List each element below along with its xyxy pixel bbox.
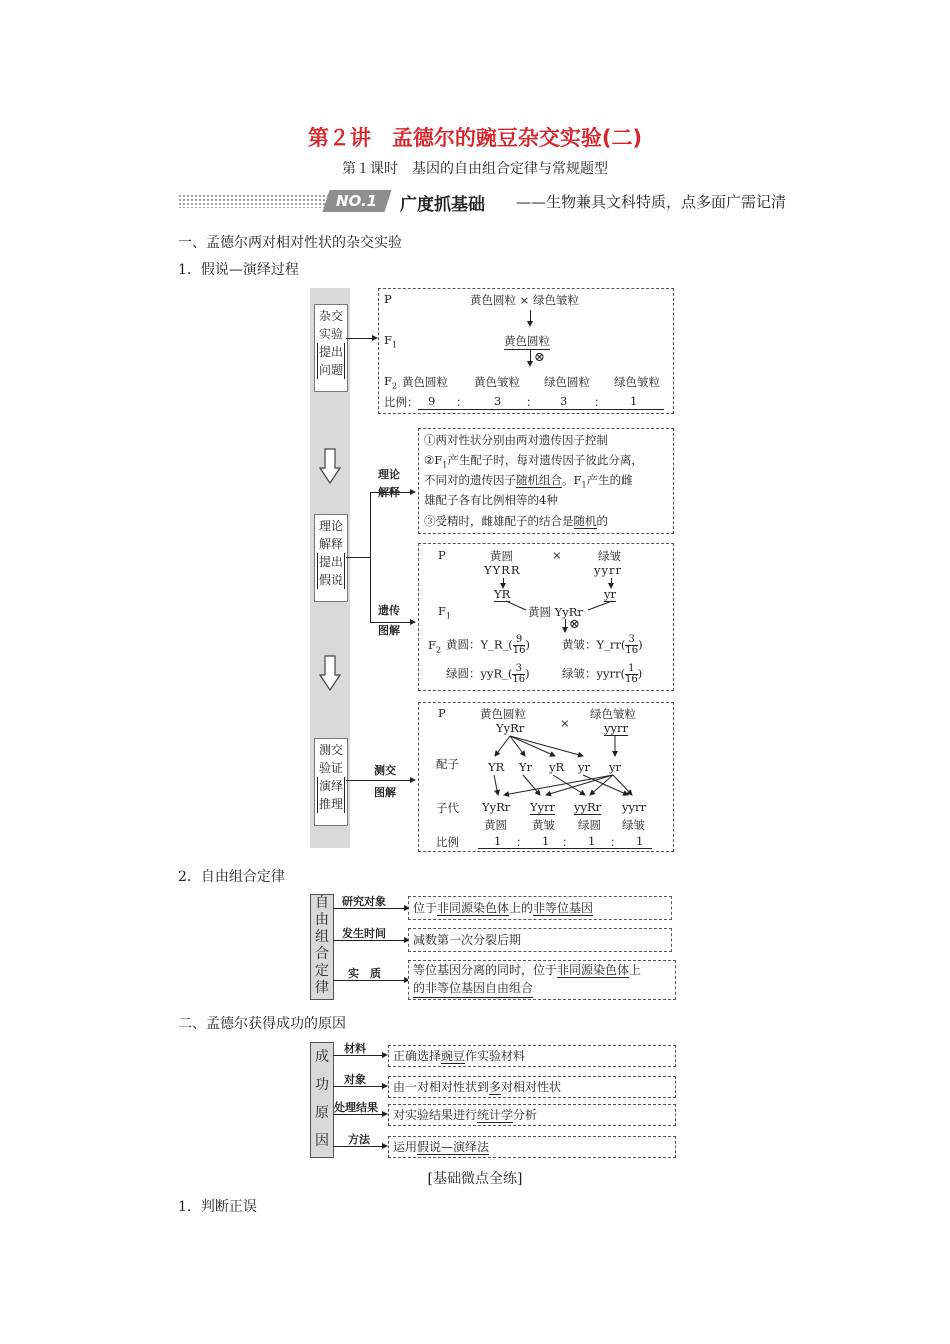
section-heading-1: 一、孟德尔两对相对性状的杂交实验 [178,235,402,251]
reason-analysis-box: 对实验结果进行统计学分析 [388,1104,676,1126]
practice-heading: [基础微点全练] [427,1171,523,1187]
reason-object-box: 由一对相对性状到多对相对性状 [388,1076,676,1098]
banner-dots [178,194,328,208]
arrow-down-icon [562,627,568,633]
arrow-down-icon [527,361,533,367]
subsection-heading-2: 2．自由组合定律 [178,869,285,885]
gamete-arrows [480,735,640,759]
arrow-right-icon [410,777,416,783]
stage-box-cross: 杂交 实验 提出 问题 [314,304,348,392]
f1-phenotype: 黄色圆粒 [504,334,550,348]
cross-parents: 黄色圆粒 × 绿色皱粒 [470,293,579,307]
arrow-down-icon [527,321,533,327]
law-essence-box: 等位基因分离的同时，位于非同源染色体上 的非等位基因自由组合 [408,960,676,1000]
stage-box-theory: 理论 解释 提出 假说 [314,514,348,602]
section-banner [178,190,818,215]
banner-main: 广度抓基础 [400,195,485,215]
section-heading-2: 二、孟德尔获得成功的原因 [178,1016,346,1032]
offspring-arrows [480,774,650,798]
banner-badge: NO.1 [322,190,391,212]
page-subtitle: 第１课时 基因的自由组合定律与常规题型 [342,161,608,177]
down-arrow-icon [319,448,341,484]
reason-method-box: 运用假说—演绎法 [388,1136,676,1158]
reasons-box: 成 功 原 因 [310,1042,334,1158]
stage-box-testcross: 测交 验证 演绎 推理 [314,738,348,826]
judge-heading: 1．判断正误 [178,1199,257,1215]
reason-material-box: 正确选择豌豆作实验材料 [388,1045,676,1067]
page-title: 第２讲 孟德尔的豌豆杂交实验(二) [307,126,643,150]
down-arrow-icon [319,655,341,691]
arrow-right-icon [410,619,416,625]
law-object-box: 位于非同源染色体上的非等位基因 [408,896,672,920]
banner-sub: ——生物兼具文科特质，点多面广需记清 [516,193,787,211]
law-box: 自 由 组 合 定 律 [310,894,334,1000]
subsection-heading-1: 1．假说—演绎过程 [178,262,299,278]
self-cross-symbol: ⊗ [534,350,545,365]
law-timing-box: 减数第一次分裂后期 [408,928,672,952]
arrow-right-icon [410,489,416,495]
